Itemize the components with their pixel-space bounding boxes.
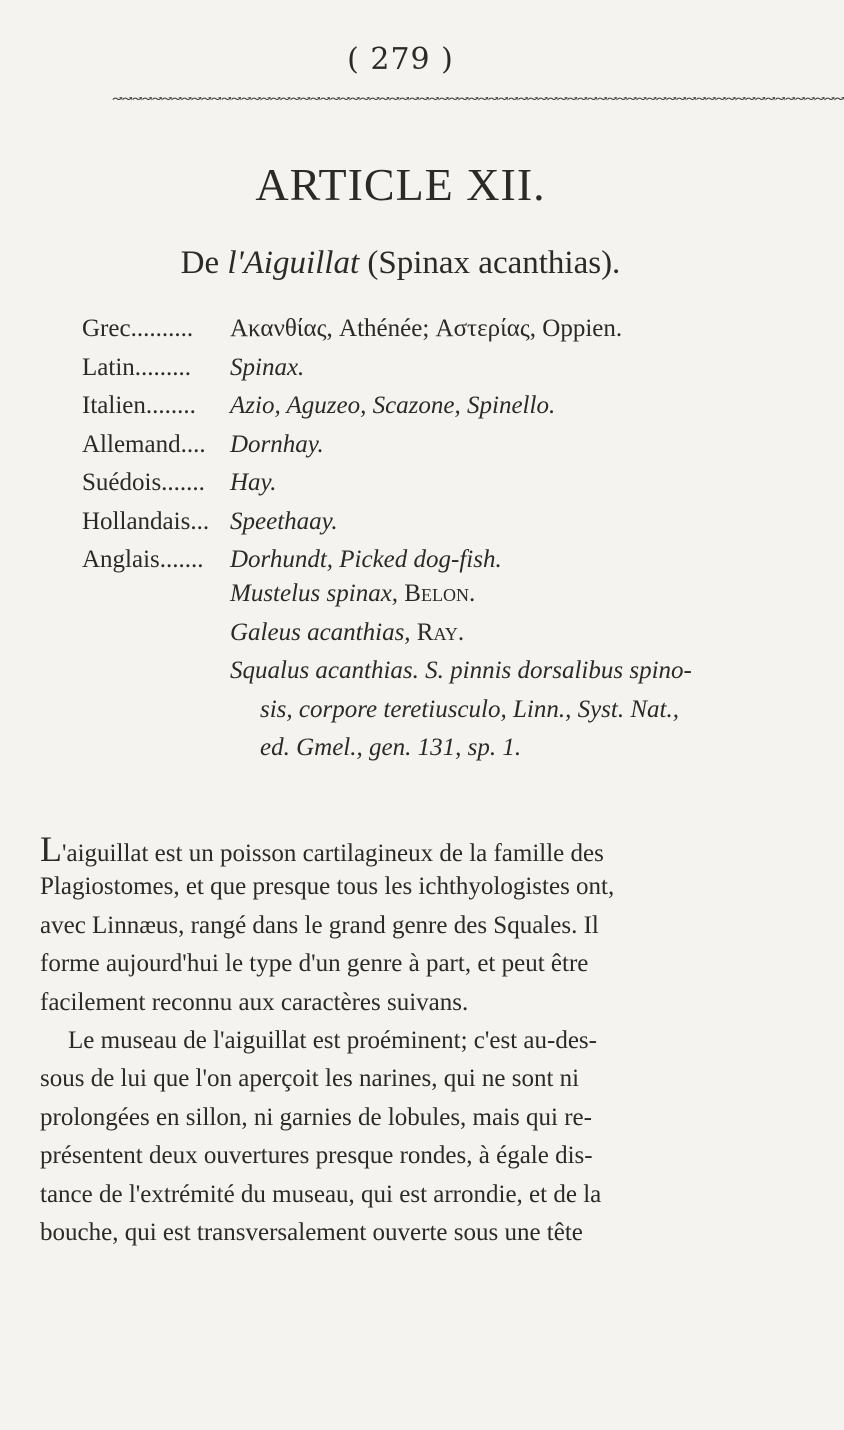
subtitle-prefix: De — [180, 245, 228, 281]
name-value: Hay. — [230, 469, 277, 496]
subtitle-common-name: l'Aiguillat — [227, 245, 360, 281]
text-line: présentent deux ouvertures presque rondes, à égale dis- — [40, 1142, 593, 1170]
name-row-swedish — [82, 464, 762, 503]
name-value: Dornhay. — [230, 430, 324, 458]
synonym-author: Ray. — [416, 618, 465, 646]
drop-cap: L — [40, 829, 62, 869]
synonym-text: sis, corpore teretiusculo, Linn., Syst. Nat., — [260, 695, 679, 723]
body-text — [40, 830, 772, 1252]
name-row-english — [82, 541, 762, 580]
synonym-name: Mustelus spinax, — [230, 580, 405, 607]
page-number: ( 279 ) — [347, 42, 454, 77]
name-row-greek — [82, 310, 762, 349]
language-label: Allemand.... — [82, 430, 206, 458]
vernacular-names-list — [82, 310, 762, 580]
synonym-line — [230, 691, 770, 730]
name-row-german — [82, 426, 762, 465]
article-title: ARTICLE XII. — [255, 159, 546, 210]
text-line: bouche, qui est transversalement ouverte sous une tête — [40, 1218, 583, 1246]
text-line: L'aiguillat est un poisson cartilagineux de la famille des — [40, 829, 604, 869]
name-row-italian — [82, 387, 762, 426]
text-line: forme aujourd'hui le type d'un genre à part, et peut être — [40, 950, 589, 978]
article-subtitle — [0, 245, 801, 282]
name-row-latin — [82, 349, 762, 388]
synonym-line — [230, 575, 770, 614]
text-line: tance de l'extrémité du museau, qui est arrondie, et de la — [40, 1180, 602, 1208]
language-label: Suédois....... — [82, 469, 205, 496]
decorative-rule: ↝↝↝↝↝↝↝↝↝↝↝↝↝↝↝↝↝↝↝↝↝↝↝↝↝↝↝↝↝↝↝↝↝↝↝↝↝↝↝↝↝↝↝↝↝↝↝↝↝↝↝↝↝↝↝↝↝↝↝↝↝↝↝↝↝↝↝↝↝↝↝↝↝↝ — [112, 92, 844, 107]
synonyms-block — [230, 575, 770, 768]
text-line: sous de lui que l'on aperçoit les narines, qui ne sont ni — [40, 1065, 580, 1093]
synonym-text: ed. Gmel., gen. 131, sp. 1. — [260, 734, 522, 761]
name-value: Speethaay. — [230, 507, 338, 535]
text-line: Plagiostomes, et que presque tous les ichthyologistes ont, — [40, 873, 615, 901]
text-line: Le museau de l'aiguillat est proéminent; c'est au-des- — [68, 1026, 597, 1054]
synonym-line — [230, 652, 770, 691]
language-label: Hollandais... — [82, 507, 210, 535]
language-label: Latin......... — [82, 353, 192, 381]
synonym-name: Galeus acanthias, — [230, 618, 417, 646]
synonym-text: Squalus acanthias. S. pinnis dorsalibus spino- — [230, 657, 692, 684]
synonym-line — [230, 614, 770, 653]
language-label: Anglais....... — [82, 546, 204, 573]
synonym-line — [230, 729, 770, 768]
text-line: prolongées en sillon, ni garnies de lobules, mais qui re- — [40, 1103, 592, 1131]
text-line: facilement reconnu aux caractères suivans. — [40, 988, 469, 1016]
synonym-author: Belon. — [404, 580, 476, 607]
name-value: Ακανθίας, Athénée; Αστερίας, Oppien. — [230, 315, 623, 342]
name-value: Azio, Aguzeo, Scazone, Spinello. — [230, 392, 556, 419]
name-value: Spinax. — [230, 353, 305, 381]
subtitle-scientific-name: (Spinax acanthias). — [359, 245, 621, 281]
name-value: Dorhundt, Picked dog-fish. — [230, 546, 502, 573]
text-line: avec Linnæus, rangé dans le grand genre des Squales. Il — [40, 911, 599, 939]
name-row-dutch — [82, 503, 762, 542]
language-label: Grec.......... — [82, 315, 194, 342]
language-label: Italien........ — [82, 392, 196, 419]
